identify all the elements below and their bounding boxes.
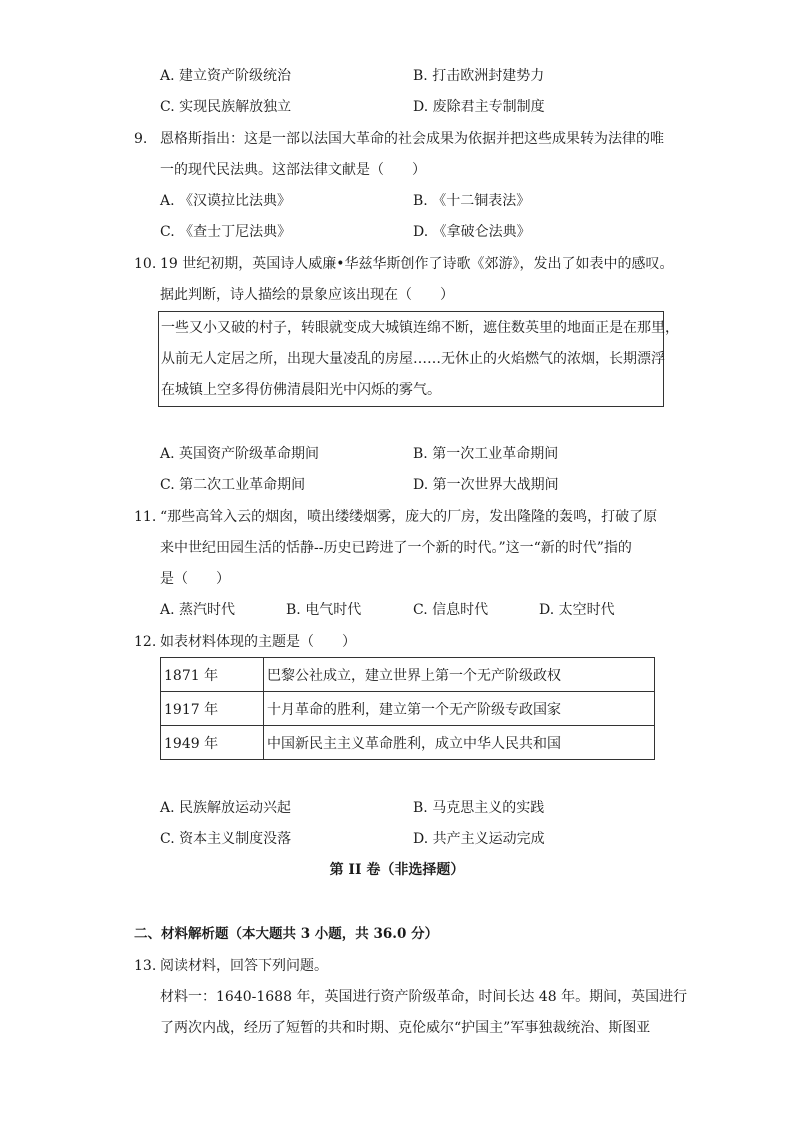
q8-option-c: C. 实现民族解放独立: [160, 99, 292, 115]
q9-number: 9.: [134, 131, 148, 147]
q12-stem: 如表材料体现的主题是（ ）: [160, 634, 356, 650]
q9-option-d: D. 《拿破仑法典》: [413, 224, 531, 240]
q10-option-a: A. 英国资产阶级革命期间: [160, 446, 320, 462]
q10-quote-line1: 一些又小又破的村子，转眼就变成大城镇连绵不断，遮住数英里的地面正是在那里，: [161, 320, 679, 336]
q11-stem-line2: 来中世纪田园生活的恬静--历史已跨进了一个新的时代。”这一“新的时代”指的: [160, 540, 632, 556]
part2-title: 第 II 卷（非选择题）: [329, 862, 465, 878]
q11-stem-line3: 是（ ）: [160, 571, 230, 587]
q9-stem-line1: 恩格斯指出：这是一部以法国大革命的社会成果为依据并把这些成果转为法律的唯: [160, 131, 664, 147]
table-row: [161, 692, 655, 726]
table-cell-event: 十月革命的胜利，建立第一个无产阶级专政国家: [264, 692, 655, 726]
q13-material-line2: 了两次内战，经历了短暂的共和时期、克伦威尔“护国主”军事独裁统治、斯图亚: [160, 1020, 651, 1036]
q8-option-b: B. 打击欧洲封建势力: [413, 68, 545, 84]
q12-option-a: A. 民族解放运动兴起: [160, 800, 292, 816]
q12-option-d: D. 共产主义运动完成: [413, 831, 545, 847]
q10-quote-line2: 从前无人定居之所，出现大量凌乱的房屋……无休止的火焰燃气的浓烟，长期漂浮: [161, 351, 665, 367]
q11-option-a: A. 蒸汽时代: [160, 602, 236, 618]
q9-option-b: B. 《十二铜表法》: [413, 193, 531, 209]
q10-option-c: C. 第二次工业革命期间: [160, 477, 306, 493]
table-cell-year: 1871 年: [161, 658, 264, 692]
table-cell-event: 中国新民主主义革命胜利，成立中华人民共和国: [264, 726, 655, 760]
q13-stem: 阅读材料，回答下列问题。: [160, 958, 328, 974]
table-row: [161, 658, 655, 692]
q10-option-b: B. 第一次工业革命期间: [413, 446, 559, 462]
q12-option-c: C. 资本主义制度没落: [160, 831, 292, 847]
q9-stem-line2: 一的现代民法典。这部法律文献是（ ）: [160, 162, 426, 178]
q13-number: 13.: [134, 958, 157, 974]
q10-stem-line1: 19 世纪初期，英国诗人威廉•华兹华斯创作了诗歌《郊游》，发出了如表中的感叹。: [160, 256, 674, 272]
section2-title: 二、材料解析题（本大题共 3 小题，共 36.0 分）: [134, 926, 439, 942]
q11-option-b: B. 电气时代: [286, 602, 362, 618]
q11-number: 11.: [134, 509, 157, 525]
table-cell-event: 巴黎公社成立，建立世界上第一个无产阶级政权: [264, 658, 655, 692]
table-row: [161, 726, 655, 760]
q8-option-a: A. 建立资产阶级统治: [160, 68, 292, 84]
q10-stem-line2: 据此判断，诗人描绘的景象应该出现在（ ）: [160, 287, 454, 303]
q12-table: [160, 657, 655, 760]
table-cell-year: 1917 年: [161, 692, 264, 726]
table-cell-year: 1949 年: [161, 726, 264, 760]
q11-option-d: D. 太空时代: [539, 602, 615, 618]
q10-number: 10.: [134, 256, 157, 272]
q10-quote-line3: 在城镇上空多得仿佛清晨阳光中闪烁的雾气。: [161, 382, 441, 398]
q9-option-c: C. 《查士丁尼法典》: [160, 224, 292, 240]
q10-option-d: D. 第一次世界大战期间: [413, 477, 559, 493]
q10-quote-box: [158, 311, 679, 407]
q12-option-b: B. 马克思主义的实践: [413, 800, 545, 816]
q8-option-d: D. 废除君主专制制度: [413, 99, 545, 115]
q13-material-line1: 材料一：1640-1688 年，英国进行资产阶级革命，时间长达 48 年。期间，英国进行: [160, 989, 688, 1005]
q12-number: 12.: [134, 634, 157, 650]
q11-stem-line1: “那些高耸入云的烟囱，喷出缕缕烟雾，庞大的厂房，发出隆隆的轰鸣，打破了原: [160, 509, 658, 525]
q11-option-c: C. 信息时代: [413, 602, 489, 618]
q9-option-a: A. 《汉谟拉比法典》: [160, 193, 292, 209]
